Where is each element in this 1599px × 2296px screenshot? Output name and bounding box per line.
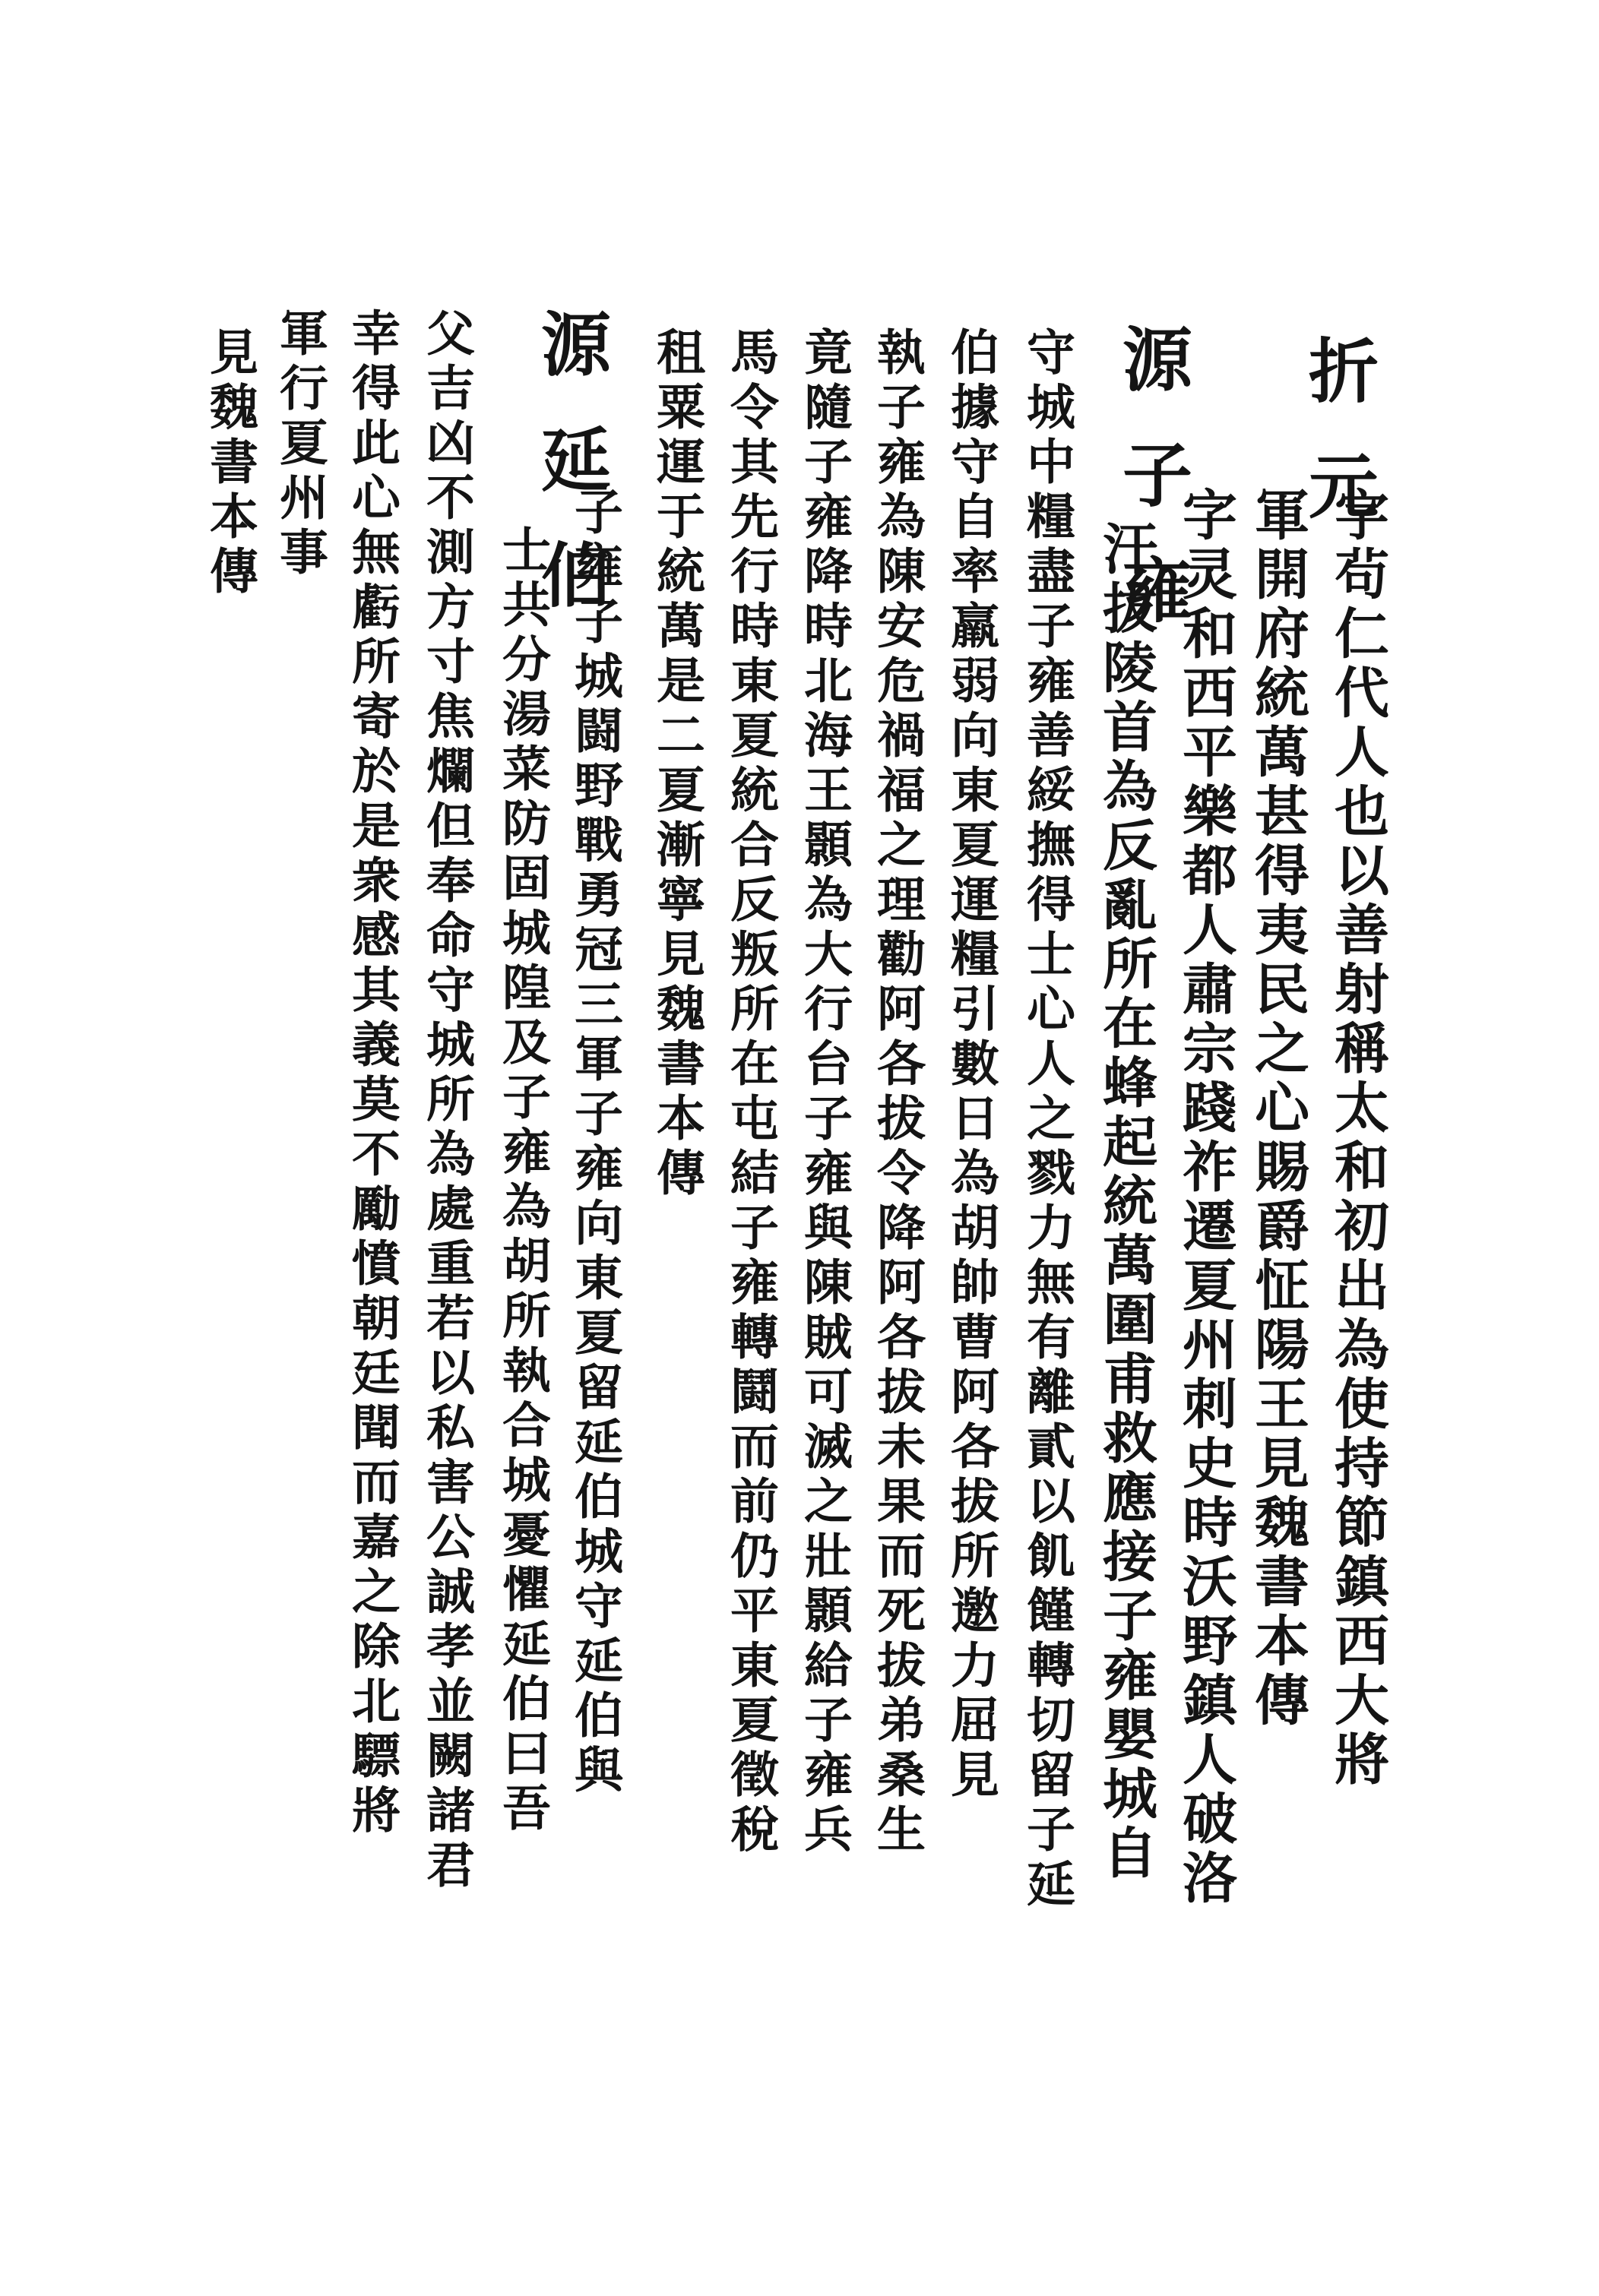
text-column-14: 幸得此心無虧所寄於是衆感其義莫不勵憤朝廷聞而嘉之除北驃將 bbox=[344, 308, 401, 1839]
text-column-13: 父吉凶不測方寸焦爛但奉命守城所為處重若以私害公誠孝並闕諸君 bbox=[418, 308, 475, 1894]
text-column-9: 馬令其先行時東夏統合反叛所在屯結子雍轉鬪而前仍平東夏徵稅 bbox=[722, 327, 779, 1858]
entry-heading-zhe-yuan: 折元 bbox=[1297, 334, 1379, 565]
text-column-15: 軍行夏州事 bbox=[271, 308, 328, 581]
text-column-10: 租粟運于統萬是二夏漸寧見魏書本傳 bbox=[648, 327, 705, 1202]
entry-heading-yuan-ziyong: 源子雍 bbox=[1111, 323, 1193, 669]
text-column-6: 伯據守自率羸弱向東夏運糧引數日為胡帥曹阿各拔所邀力屈見 bbox=[942, 327, 999, 1804]
text-column-7: 執子雍為陳安危禍福之理勸阿各拔令降阿各拔未果而死拔弟桑生 bbox=[869, 327, 926, 1858]
text-column-16: 見魏書本傳 bbox=[201, 327, 258, 600]
text-column-8: 竟隨子雍降時北海王顥為大行台子雍與陳賊可滅之壯顥給子雍兵 bbox=[796, 327, 853, 1858]
text-column-3: 字灵和西平樂都人肅宗踐祚遷夏州刺史時沃野鎮人破洛 bbox=[1173, 486, 1238, 1909]
entry-heading-yuan-yanbo: 源延伯 bbox=[530, 308, 612, 654]
text-column-12: 士共分湯菜防固城隍及子雍為胡所執合城憂懼延伯曰吾 bbox=[494, 524, 551, 1837]
text-column-5: 守城中糧盡子雍善綏撫得士心人之戮力無有離貳以飢饉轉切留子延 bbox=[1018, 327, 1075, 1913]
text-column-2: 軍開府統萬甚得夷民之心賜爵怔陽王見魏書本傳 bbox=[1246, 486, 1310, 1731]
text-column-11: 子雍子城闘野戰勇冠三軍子雍向東夏留延伯城守延伯與 bbox=[566, 486, 623, 1799]
text-column-4: 汗拔陵首為反亂所在蜂起統萬圍甫救應接子雍嬰城自 bbox=[1094, 520, 1158, 1883]
text-column-1: 字茍仁代人也以善射稱太和初出為使持節鎮西大將 bbox=[1325, 486, 1390, 1790]
